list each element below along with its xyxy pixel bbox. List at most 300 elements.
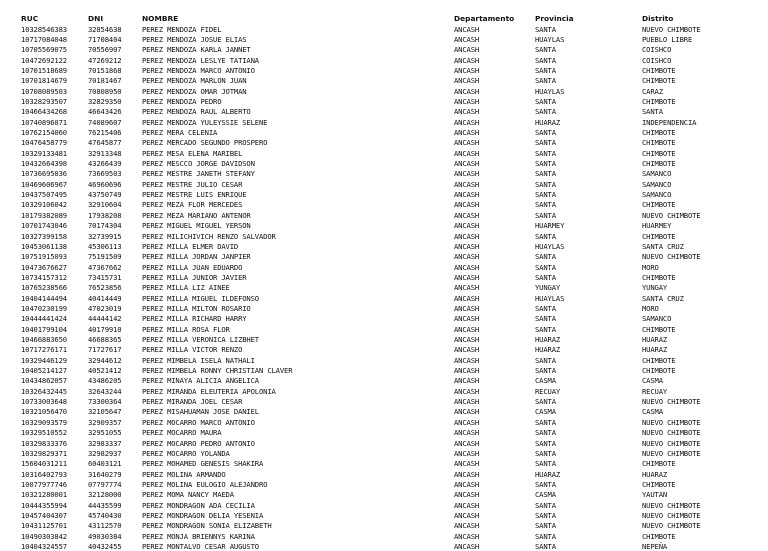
cell-provincia: SANTA bbox=[535, 314, 556, 324]
cell-ruc: 10469606967 bbox=[21, 179, 67, 189]
cell-distrito: CHIMBOTE bbox=[642, 231, 676, 241]
cell-distrito: COISHCO bbox=[642, 55, 672, 65]
cell-departamento: ANCASH bbox=[454, 407, 480, 417]
cell-ruc: 10444441424 bbox=[21, 314, 67, 324]
cell-departamento: ANCASH bbox=[454, 386, 480, 396]
cell-distrito: HUARAZ bbox=[642, 469, 668, 479]
cell-dni: 47023019 bbox=[88, 303, 122, 313]
cell-distrito: CHIMBOTE bbox=[642, 76, 676, 86]
cell-dni: 70181467 bbox=[88, 76, 122, 86]
cell-distrito: HUARMEY bbox=[642, 221, 672, 231]
cell-departamento: ANCASH bbox=[454, 262, 480, 272]
cell-nombre: PEREZ MENDOZA JOSUE ELIAS bbox=[142, 34, 247, 44]
table-row bbox=[0, 449, 768, 458]
cell-ruc: 10329833376 bbox=[21, 438, 67, 448]
cell-departamento: ANCASH bbox=[454, 500, 480, 510]
cell-ruc: 10405214127 bbox=[21, 366, 67, 376]
table-row bbox=[0, 418, 768, 427]
cell-provincia: SANTA bbox=[535, 210, 556, 220]
cell-ruc: 10329829371 bbox=[21, 448, 67, 458]
cell-ruc: 10404324557 bbox=[21, 542, 67, 551]
cell-provincia: SANTA bbox=[535, 190, 556, 200]
cell-provincia: HUARAZ bbox=[535, 335, 561, 344]
cell-distrito: NUEVO CHIMBOTE bbox=[642, 521, 701, 531]
cell-departamento: ANCASH bbox=[454, 24, 480, 34]
cell-dni: 73669503 bbox=[88, 169, 122, 179]
cell-distrito: NUEVO CHIMBOTE bbox=[642, 510, 701, 520]
cell-provincia: SANTA bbox=[535, 366, 556, 376]
cell-dni: 32944612 bbox=[88, 355, 122, 365]
cell-provincia: HUARAZ bbox=[535, 345, 561, 355]
cell-distrito: PUEBLO LIBRE bbox=[642, 34, 693, 44]
cell-nombre: PEREZ MENDOZA YULEYSSIE SELENE bbox=[142, 117, 268, 127]
cell-departamento: ANCASH bbox=[454, 200, 480, 210]
cell-nombre: PEREZ MILLA VERONICA LIZBHET bbox=[142, 335, 259, 344]
cell-provincia: SANTA bbox=[535, 128, 556, 137]
table-row bbox=[0, 211, 768, 220]
cell-ruc: 10431125701 bbox=[21, 521, 67, 531]
table-row bbox=[0, 407, 768, 416]
cell-nombre: PEREZ MENDOZA PEDRO bbox=[142, 96, 222, 106]
cell-departamento: ANCASH bbox=[454, 45, 480, 55]
cell-ruc: 10321280001 bbox=[21, 490, 67, 500]
cell-distrito: SANTA bbox=[642, 107, 663, 117]
table-row bbox=[0, 304, 768, 313]
cell-dni: 40179910 bbox=[88, 324, 122, 334]
cell-distrito: COISHCO bbox=[642, 45, 672, 55]
cell-dni: 44435599 bbox=[88, 500, 122, 510]
table-row bbox=[0, 252, 768, 261]
cell-ruc: 10490303842 bbox=[21, 531, 67, 541]
cell-departamento: ANCASH bbox=[454, 190, 480, 200]
cell-ruc: 10329510552 bbox=[21, 428, 67, 438]
cell-dni: 07797774 bbox=[88, 479, 122, 489]
cell-ruc: 10453061138 bbox=[21, 241, 67, 251]
cell-ruc: 10717084048 bbox=[21, 34, 67, 44]
cell-departamento: ANCASH bbox=[454, 510, 480, 520]
cell-nombre: PEREZ MILLA MIGUEL ILDEFONSO bbox=[142, 293, 259, 303]
cell-dni: 46960696 bbox=[88, 179, 122, 189]
cell-provincia: CASMA bbox=[535, 407, 556, 417]
cell-ruc: 10472692122 bbox=[21, 55, 67, 65]
cell-dni: 32829350 bbox=[88, 96, 122, 106]
table-row bbox=[0, 221, 768, 230]
cell-dni: 46643426 bbox=[88, 107, 122, 117]
table-row bbox=[0, 118, 768, 127]
cell-distrito: CHIMBOTE bbox=[642, 65, 676, 75]
cell-departamento: ANCASH bbox=[454, 355, 480, 365]
table-row bbox=[0, 107, 768, 116]
cell-nombre: PEREZ MILLA JUAN EDUARDO bbox=[142, 262, 243, 272]
cell-provincia: SANTA bbox=[535, 397, 556, 407]
cell-distrito: CHIMBOTE bbox=[642, 96, 676, 106]
table-row bbox=[0, 97, 768, 106]
cell-departamento: ANCASH bbox=[454, 283, 480, 293]
cell-departamento: ANCASH bbox=[454, 490, 480, 500]
cell-nombre: PEREZ MOCARRO PEDRO ANTONIO bbox=[142, 438, 255, 448]
table-row bbox=[0, 366, 768, 375]
cell-provincia: HUAYLAS bbox=[535, 34, 565, 44]
cell-dni: 40521412 bbox=[88, 366, 122, 376]
table-row bbox=[0, 45, 768, 54]
cell-provincia: SANTA bbox=[535, 438, 556, 448]
cell-dni: 32643244 bbox=[88, 386, 122, 396]
table-row bbox=[0, 345, 768, 354]
cell-nombre: PEREZ MEZA MARIANO ANTENOR bbox=[142, 210, 251, 220]
cell-provincia: SANTA bbox=[535, 355, 556, 365]
cell-distrito: HUARAZ bbox=[642, 335, 668, 344]
cell-nombre: PEREZ MIRANDA JOEL CESAR bbox=[142, 397, 243, 407]
cell-nombre: PEREZ MOLINA EULOGIO ALEJANDRO bbox=[142, 479, 268, 489]
cell-distrito: CHIMBOTE bbox=[642, 148, 676, 158]
cell-dni: 76523856 bbox=[88, 283, 122, 293]
cell-dni: 70808950 bbox=[88, 86, 122, 96]
cell-provincia: CASMA bbox=[535, 376, 556, 386]
cell-departamento: ANCASH bbox=[454, 138, 480, 148]
cell-ruc: 15604031211 bbox=[21, 459, 67, 469]
cell-ruc: 10329133481 bbox=[21, 148, 67, 158]
cell-nombre: PEREZ MISAHUAMAN JOSE DANIEL bbox=[142, 407, 259, 417]
header-provincia: Provincia bbox=[535, 14, 574, 23]
cell-nombre: PEREZ MESA ELENA MARIBEL bbox=[142, 148, 243, 158]
cell-nombre: PEREZ MIMBELA RONNY CHRISTIAN CLAVER bbox=[142, 366, 293, 376]
cell-departamento: ANCASH bbox=[454, 159, 480, 169]
cell-nombre: PEREZ MINAYA ALICIA ANGELICA bbox=[142, 376, 259, 386]
cell-provincia: SANTA bbox=[535, 510, 556, 520]
cell-distrito: HUARAZ bbox=[642, 345, 668, 355]
cell-distrito: MORO bbox=[642, 303, 659, 313]
cell-provincia: HUAYLAS bbox=[535, 293, 565, 303]
cell-dni: 75191509 bbox=[88, 252, 122, 262]
cell-ruc: 10466434268 bbox=[21, 107, 67, 117]
cell-ruc: 10705569075 bbox=[21, 45, 67, 55]
cell-nombre: PEREZ MILLA JUNIOR JAVIER bbox=[142, 272, 247, 282]
table-row bbox=[0, 314, 768, 323]
cell-departamento: ANCASH bbox=[454, 96, 480, 106]
cell-ruc: 10457404307 bbox=[21, 510, 67, 520]
cell-departamento: ANCASH bbox=[454, 542, 480, 551]
cell-departamento: ANCASH bbox=[454, 179, 480, 189]
cell-nombre: PEREZ MILLA ELMER DAVID bbox=[142, 241, 239, 251]
cell-distrito: NUEVO CHIMBOTE bbox=[642, 500, 701, 510]
cell-distrito: SAMANCO bbox=[642, 190, 672, 200]
cell-dni: 71727617 bbox=[88, 345, 122, 355]
cell-nombre: PEREZ MOCARRO MAURA bbox=[142, 428, 222, 438]
cell-departamento: ANCASH bbox=[454, 231, 480, 241]
cell-distrito: CHIMBOTE bbox=[642, 128, 676, 137]
cell-nombre: PEREZ MENDOZA OMAR JOTMAN bbox=[142, 86, 247, 96]
cell-ruc: 10404144494 bbox=[21, 293, 67, 303]
cell-ruc: 10736695036 bbox=[21, 169, 67, 179]
cell-departamento: ANCASH bbox=[454, 448, 480, 458]
cell-distrito: CHIMBOTE bbox=[642, 324, 676, 334]
cell-provincia: SANTA bbox=[535, 65, 556, 75]
cell-dni: 32982937 bbox=[88, 448, 122, 458]
cell-distrito: NUEVO CHIMBOTE bbox=[642, 252, 701, 262]
cell-departamento: ANCASH bbox=[454, 335, 480, 344]
cell-nombre: PEREZ MENDOZA KARLA JANNET bbox=[142, 45, 251, 55]
table-row bbox=[0, 159, 768, 168]
cell-departamento: ANCASH bbox=[454, 324, 480, 334]
table-row bbox=[0, 521, 768, 530]
cell-distrito: INDEPENDENCIA bbox=[642, 117, 697, 127]
cell-distrito: NUEVO CHIMBOTE bbox=[642, 210, 701, 220]
cell-ruc: 10734157312 bbox=[21, 272, 67, 282]
cell-ruc: 10179382089 bbox=[21, 210, 67, 220]
cell-provincia: SANTA bbox=[535, 262, 556, 272]
table-row bbox=[0, 387, 768, 396]
cell-distrito: SAMANCO bbox=[642, 179, 672, 189]
cell-departamento: ANCASH bbox=[454, 366, 480, 376]
table-header bbox=[0, 14, 768, 23]
cell-ruc: 10437507495 bbox=[21, 190, 67, 200]
cell-ruc: 10701814679 bbox=[21, 76, 67, 86]
cell-dni: 70556907 bbox=[88, 45, 122, 55]
cell-nombre: PEREZ MONTALVO CESAR AUGUSTO bbox=[142, 542, 259, 551]
cell-distrito: CHIMBOTE bbox=[642, 531, 676, 541]
cell-nombre: PEREZ MONDRAGON ADA CECILIA bbox=[142, 500, 255, 510]
cell-dni: 47645877 bbox=[88, 138, 122, 148]
cell-provincia: SANTA bbox=[535, 138, 556, 148]
table-row bbox=[0, 263, 768, 272]
cell-dni: 74089607 bbox=[88, 117, 122, 127]
cell-provincia: CASMA bbox=[535, 490, 556, 500]
cell-provincia: SANTA bbox=[535, 148, 556, 158]
cell-dni: 32909357 bbox=[88, 417, 122, 427]
cell-dni: 46688365 bbox=[88, 335, 122, 344]
cell-nombre: PEREZ MOHAMED GENESIS SHAKIRA bbox=[142, 459, 264, 469]
cell-distrito: NUEVO CHIMBOTE bbox=[642, 397, 701, 407]
cell-distrito: CHIMBOTE bbox=[642, 479, 676, 489]
cell-distrito: CARAZ bbox=[642, 86, 663, 96]
cell-nombre: PEREZ MILLA JORDAN JANPIER bbox=[142, 252, 251, 262]
cell-ruc: 10329106042 bbox=[21, 200, 67, 210]
cell-nombre: PEREZ MILLA MILTON ROSARIO bbox=[142, 303, 251, 313]
cell-dni: 32983337 bbox=[88, 438, 122, 448]
cell-dni: 70174304 bbox=[88, 221, 122, 231]
cell-distrito: NUEVO CHIMBOTE bbox=[642, 448, 701, 458]
cell-nombre: PEREZ MEZA FLOR MERCEDES bbox=[142, 200, 243, 210]
cell-departamento: ANCASH bbox=[454, 428, 480, 438]
cell-provincia: SANTA bbox=[535, 428, 556, 438]
cell-provincia: HUARAZ bbox=[535, 469, 561, 479]
cell-nombre: PEREZ MONDRAGON SONIA ELIZABETH bbox=[142, 521, 272, 531]
cell-distrito: CASMA bbox=[642, 407, 663, 417]
cell-departamento: ANCASH bbox=[454, 117, 480, 127]
header-dni: DNI bbox=[88, 14, 104, 23]
cell-ruc: 10077977746 bbox=[21, 479, 67, 489]
cell-nombre: PEREZ MESTRE LUIS ENRIQUE bbox=[142, 190, 247, 200]
cell-ruc: 10733003648 bbox=[21, 397, 67, 407]
cell-nombre: PEREZ MOCARRO MARCO ANTONIO bbox=[142, 417, 255, 427]
table-row bbox=[0, 480, 768, 489]
cell-provincia: SANTA bbox=[535, 521, 556, 531]
table-row bbox=[0, 232, 768, 241]
table-row bbox=[0, 76, 768, 85]
cell-nombre: PEREZ MENDOZA MARLON JUAN bbox=[142, 76, 247, 86]
table-row bbox=[0, 470, 768, 479]
table-row bbox=[0, 169, 768, 178]
cell-distrito: NEPEÑA bbox=[642, 542, 668, 551]
cell-distrito: CHIMBOTE bbox=[642, 459, 676, 469]
cell-departamento: ANCASH bbox=[454, 345, 480, 355]
cell-provincia: SANTA bbox=[535, 24, 556, 34]
cell-nombre: PEREZ MESTRE JANETH STEFANY bbox=[142, 169, 255, 179]
cell-departamento: ANCASH bbox=[454, 314, 480, 324]
cell-dni: 47367662 bbox=[88, 262, 122, 272]
cell-departamento: ANCASH bbox=[454, 86, 480, 96]
table-row bbox=[0, 356, 768, 365]
cell-ruc: 10473676627 bbox=[21, 262, 67, 272]
cell-dni: 49030384 bbox=[88, 531, 122, 541]
cell-nombre: PEREZ MILLA LIZ AINEE bbox=[142, 283, 230, 293]
cell-departamento: ANCASH bbox=[454, 397, 480, 407]
cell-departamento: ANCASH bbox=[454, 459, 480, 469]
cell-ruc: 10708089503 bbox=[21, 86, 67, 96]
cell-distrito: RECUAY bbox=[642, 386, 668, 396]
cell-nombre: PEREZ MESCCO JORGE DAVIDSON bbox=[142, 159, 255, 169]
header-departamento: Departamento bbox=[454, 14, 515, 23]
cell-ruc: 10432664398 bbox=[21, 159, 67, 169]
cell-provincia: SANTA bbox=[535, 107, 556, 117]
table-row bbox=[0, 511, 768, 520]
table-row bbox=[0, 242, 768, 251]
cell-distrito: CASMA bbox=[642, 376, 663, 386]
table-row bbox=[0, 459, 768, 468]
cell-departamento: ANCASH bbox=[454, 531, 480, 541]
table-row bbox=[0, 273, 768, 282]
table-row bbox=[0, 501, 768, 510]
table-row bbox=[0, 180, 768, 189]
cell-departamento: ANCASH bbox=[454, 469, 480, 479]
table-row bbox=[0, 66, 768, 75]
cell-nombre: PEREZ MONDRAGON DELIA YESENIA bbox=[142, 510, 264, 520]
cell-departamento: ANCASH bbox=[454, 272, 480, 282]
cell-nombre: PEREZ MERCADO SEGUNDO PROSPERO bbox=[142, 138, 268, 148]
table-row bbox=[0, 428, 768, 437]
cell-ruc: 10762154060 bbox=[21, 128, 67, 137]
cell-distrito: YAUTAN bbox=[642, 490, 668, 500]
cell-ruc: 10470230199 bbox=[21, 303, 67, 313]
table-row bbox=[0, 294, 768, 303]
cell-provincia: SANTA bbox=[535, 200, 556, 210]
cell-departamento: ANCASH bbox=[454, 221, 480, 231]
cell-ruc: 10329446129 bbox=[21, 355, 67, 365]
cell-ruc: 10316402793 bbox=[21, 469, 67, 479]
cell-nombre: PEREZ MOCARRO YOLANDA bbox=[142, 448, 230, 458]
cell-ruc: 10321056470 bbox=[21, 407, 67, 417]
cell-departamento: ANCASH bbox=[454, 76, 480, 86]
cell-distrito: SAMANCO bbox=[642, 169, 672, 179]
cell-distrito: CHIMBOTE bbox=[642, 138, 676, 148]
cell-distrito: SANTA CRUZ bbox=[642, 293, 684, 303]
cell-nombre: PEREZ MIGUEL MIGUEL YERSON bbox=[142, 221, 251, 231]
table-row bbox=[0, 325, 768, 334]
cell-dni: 47269212 bbox=[88, 55, 122, 65]
cell-provincia: SANTA bbox=[535, 272, 556, 282]
cell-provincia: HUARMEY bbox=[535, 221, 565, 231]
cell-dni: 43112570 bbox=[88, 521, 122, 531]
header-ruc: RUC bbox=[21, 14, 39, 23]
cell-nombre: PEREZ MENDOZA FIDEL bbox=[142, 24, 222, 34]
cell-dni: 45740430 bbox=[88, 510, 122, 520]
table-row bbox=[0, 149, 768, 158]
cell-ruc: 10701743046 bbox=[21, 221, 67, 231]
table-row bbox=[0, 190, 768, 199]
cell-departamento: ANCASH bbox=[454, 417, 480, 427]
cell-nombre: PEREZ MENDOZA MARCO ANTONIO bbox=[142, 65, 255, 75]
cell-dni: 32128000 bbox=[88, 490, 122, 500]
table-row bbox=[0, 56, 768, 65]
cell-ruc: 10717276171 bbox=[21, 345, 67, 355]
cell-nombre: PEREZ MENDOZA LESLYE TATIANA bbox=[142, 55, 259, 65]
cell-dni: 43266439 bbox=[88, 159, 122, 169]
table-row bbox=[0, 200, 768, 209]
cell-ruc: 10751915093 bbox=[21, 252, 67, 262]
cell-provincia: SANTA bbox=[535, 55, 556, 65]
cell-dni: 45306113 bbox=[88, 241, 122, 251]
table-row bbox=[0, 490, 768, 499]
cell-dni: 73300364 bbox=[88, 397, 122, 407]
cell-nombre: PEREZ MILLA ROSA FLOR bbox=[142, 324, 230, 334]
header-distrito: Distrito bbox=[642, 14, 674, 23]
cell-distrito: CHIMBOTE bbox=[642, 272, 676, 282]
cell-provincia: HUAYLAS bbox=[535, 241, 565, 251]
cell-ruc: 10765238566 bbox=[21, 283, 67, 293]
cell-dni: 32739915 bbox=[88, 231, 122, 241]
cell-nombre: PEREZ MIRANDA ELEUTERIA APOLONIA bbox=[142, 386, 276, 396]
cell-provincia: SANTA bbox=[535, 159, 556, 169]
cell-ruc: 10328293507 bbox=[21, 96, 67, 106]
cell-provincia: SANTA bbox=[535, 542, 556, 551]
header-nombre: NOMBRE bbox=[142, 14, 179, 23]
cell-dni: 43486205 bbox=[88, 376, 122, 386]
cell-provincia: SANTA bbox=[535, 179, 556, 189]
cell-provincia: SANTA bbox=[535, 231, 556, 241]
cell-provincia: SANTA bbox=[535, 479, 556, 489]
cell-provincia: SANTA bbox=[535, 303, 556, 313]
cell-ruc: 10740896071 bbox=[21, 117, 67, 127]
table-row bbox=[0, 532, 768, 541]
cell-distrito: YUNGAY bbox=[642, 283, 668, 293]
cell-ruc: 10701518689 bbox=[21, 65, 67, 75]
cell-departamento: ANCASH bbox=[454, 107, 480, 117]
cell-provincia: YUNGAY bbox=[535, 283, 561, 293]
cell-dni: 60403121 bbox=[88, 459, 122, 469]
cell-provincia: SANTA bbox=[535, 459, 556, 469]
table-row bbox=[0, 439, 768, 448]
cell-distrito: NUEVO CHIMBOTE bbox=[642, 417, 701, 427]
cell-departamento: ANCASH bbox=[454, 241, 480, 251]
cell-ruc: 10401799104 bbox=[21, 324, 67, 334]
cell-distrito: CHIMBOTE bbox=[642, 200, 676, 210]
cell-dni: 40432455 bbox=[88, 542, 122, 551]
cell-departamento: ANCASH bbox=[454, 34, 480, 44]
cell-ruc: 10329093579 bbox=[21, 417, 67, 427]
cell-ruc: 10327399158 bbox=[21, 231, 67, 241]
cell-dni: 44444142 bbox=[88, 314, 122, 324]
cell-dni: 43750749 bbox=[88, 190, 122, 200]
table-row bbox=[0, 376, 768, 385]
cell-provincia: SANTA bbox=[535, 169, 556, 179]
table-row bbox=[0, 25, 768, 34]
cell-ruc: 10328546383 bbox=[21, 24, 67, 34]
cell-nombre: PEREZ MOMA NANCY MAEDA bbox=[142, 490, 234, 500]
cell-provincia: SANTA bbox=[535, 45, 556, 55]
cell-dni: 32105647 bbox=[88, 407, 122, 417]
cell-provincia: SANTA bbox=[535, 417, 556, 427]
cell-nombre: PEREZ MOLINA ARMANDO bbox=[142, 469, 226, 479]
